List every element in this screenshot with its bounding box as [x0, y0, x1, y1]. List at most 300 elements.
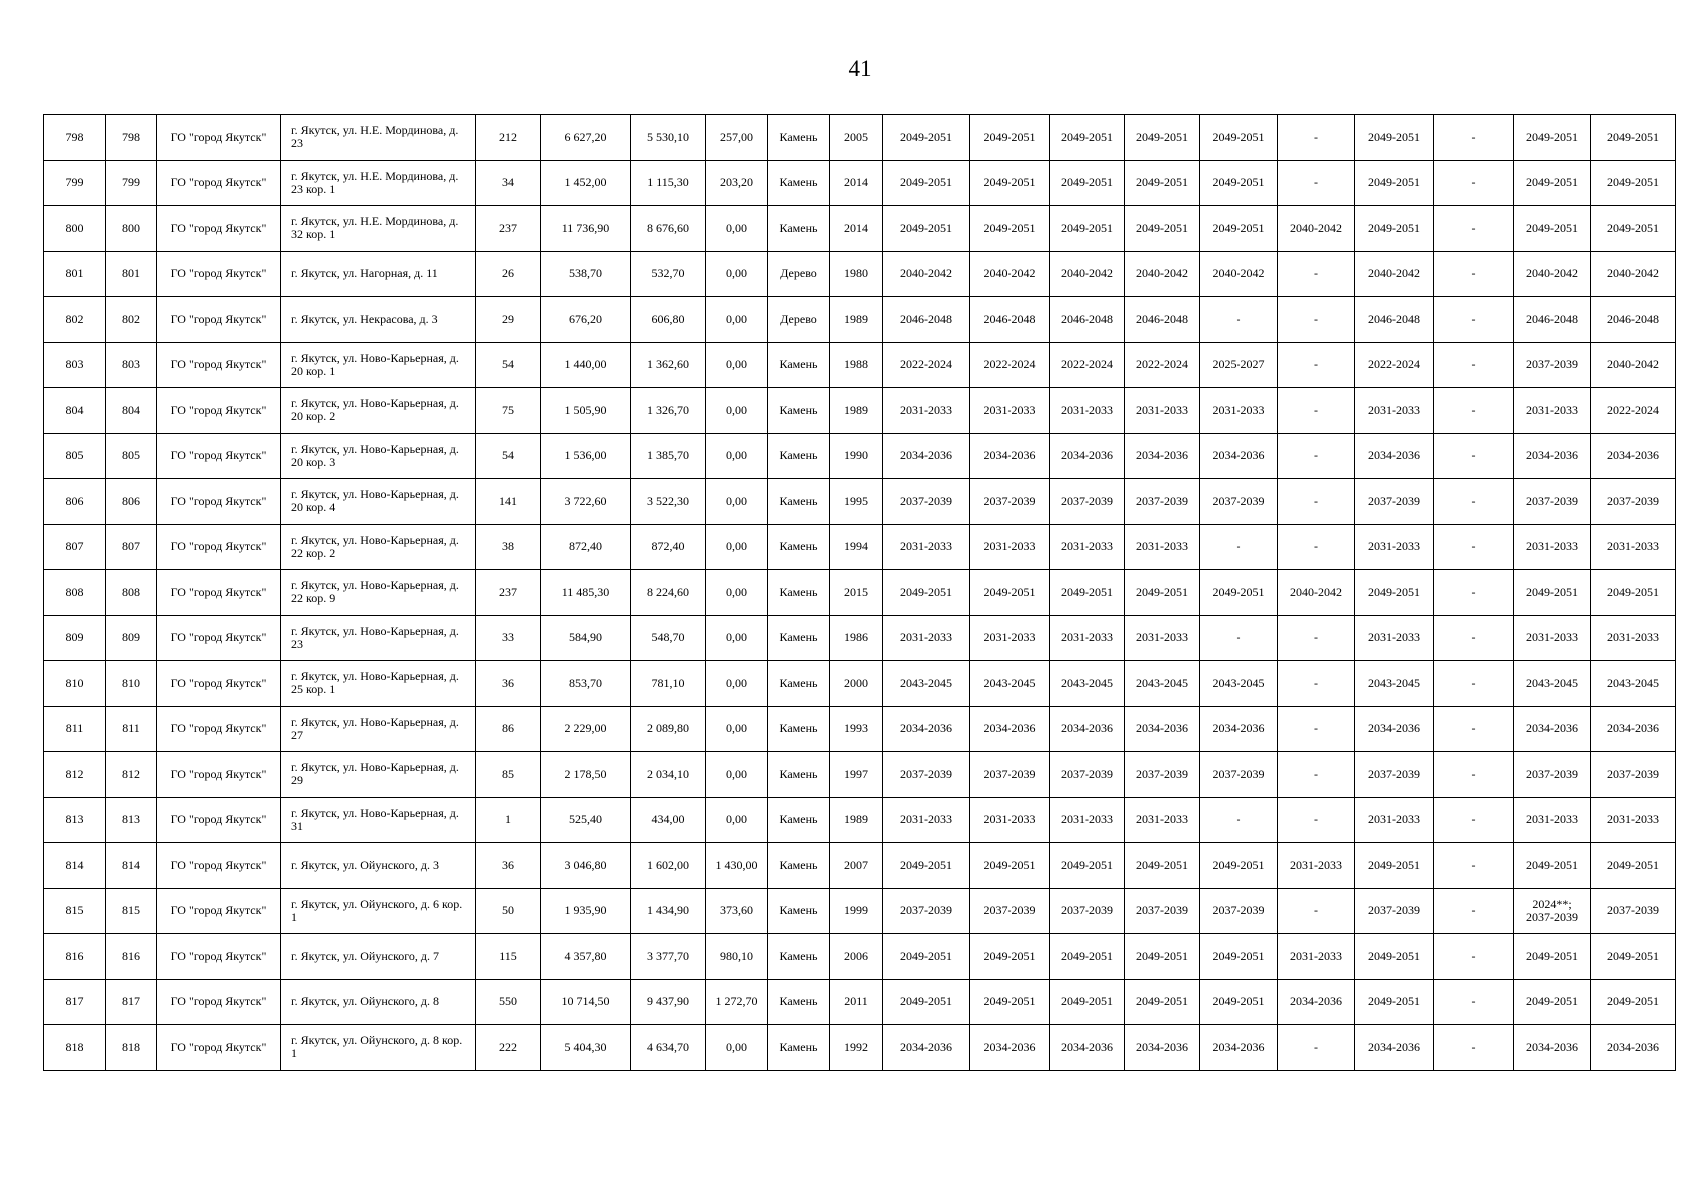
cell-total-area: 3 046,80	[541, 843, 631, 889]
cell-period-roof: 2031-2033	[883, 524, 970, 570]
cell-period-foundation: 2043-2045	[1050, 661, 1125, 707]
cell-residents-count: 85	[476, 752, 541, 798]
cell-nonresidential-area: 0,00	[706, 752, 768, 798]
cell-wall-material: Камень	[768, 524, 830, 570]
cell-commissioning-year: 1980	[830, 251, 883, 297]
cell-residential-area: 1 326,70	[631, 388, 706, 434]
cell-period-foundation: 2037-2039	[1050, 479, 1125, 525]
cell-nonresidential-area: 0,00	[706, 570, 768, 616]
cell-address: г. Якутск, ул. Ново-Карьерная, д. 22 кор. 2	[281, 524, 476, 570]
cell-period-facade: 2046-2048	[970, 297, 1050, 343]
cell-record-number: 818	[106, 1025, 157, 1071]
cell-row-number: 808	[44, 570, 106, 616]
cell-period-water-supply: 2049-2051	[1200, 115, 1278, 161]
cell-period-water-supply: 2037-2039	[1200, 888, 1278, 934]
cell-period-gas: -	[1434, 479, 1514, 525]
cell-record-number: 804	[106, 388, 157, 434]
cell-record-number: 799	[106, 160, 157, 206]
cell-period-hot-water: 2031-2033	[1591, 615, 1676, 661]
cell-residential-area: 548,70	[631, 615, 706, 661]
cell-residents-count: 34	[476, 160, 541, 206]
cell-period-sewerage: 2031-2033	[1514, 388, 1591, 434]
cell-commissioning-year: 1990	[830, 433, 883, 479]
cell-period-sewerage: 2046-2048	[1514, 297, 1591, 343]
cell-commissioning-year: 1986	[830, 615, 883, 661]
cell-wall-material: Камень	[768, 979, 830, 1025]
cell-period-elevator: -	[1278, 615, 1355, 661]
cell-row-number: 804	[44, 388, 106, 434]
cell-period-electricity: 2049-2051	[1355, 843, 1434, 889]
cell-commissioning-year: 2005	[830, 115, 883, 161]
cell-residents-count: 54	[476, 433, 541, 479]
cell-period-heating: 2049-2051	[1125, 979, 1200, 1025]
cell-nonresidential-area: 0,00	[706, 1025, 768, 1071]
cell-period-sewerage: 2037-2039	[1514, 342, 1591, 388]
table-row	[44, 752, 1676, 798]
cell-commissioning-year: 1989	[830, 797, 883, 843]
cell-municipality: ГО "город Якутск"	[157, 797, 281, 843]
cell-period-facade: 2037-2039	[970, 752, 1050, 798]
table-row	[44, 1025, 1676, 1071]
cell-address: г. Якутск, ул. Ново-Карьерная, д. 23	[281, 615, 476, 661]
cell-total-area: 872,40	[541, 524, 631, 570]
cell-period-roof: 2031-2033	[883, 615, 970, 661]
cell-residents-count: 237	[476, 206, 541, 252]
cell-residents-count: 36	[476, 843, 541, 889]
cell-period-water-supply: 2049-2051	[1200, 934, 1278, 980]
cell-municipality: ГО "город Якутск"	[157, 115, 281, 161]
cell-period-hot-water: 2040-2042	[1591, 251, 1676, 297]
cell-row-number: 803	[44, 342, 106, 388]
cell-period-foundation: 2022-2024	[1050, 342, 1125, 388]
cell-period-water-supply: -	[1200, 524, 1278, 570]
cell-period-elevator: 2034-2036	[1278, 979, 1355, 1025]
cell-wall-material: Камень	[768, 706, 830, 752]
table-row	[44, 934, 1676, 980]
table-row	[44, 479, 1676, 525]
cell-record-number: 811	[106, 706, 157, 752]
cell-period-sewerage: 2049-2051	[1514, 206, 1591, 252]
cell-row-number: 805	[44, 433, 106, 479]
cell-address: г. Якутск, ул. Ново-Карьерная, д. 20 кор. 4	[281, 479, 476, 525]
cell-period-roof: 2043-2045	[883, 661, 970, 707]
cell-wall-material: Камень	[768, 388, 830, 434]
cell-period-water-supply: -	[1200, 297, 1278, 343]
cell-period-water-supply: 2049-2051	[1200, 843, 1278, 889]
cell-period-electricity: 2037-2039	[1355, 752, 1434, 798]
cell-period-foundation: 2034-2036	[1050, 1025, 1125, 1071]
cell-period-sewerage: 2043-2045	[1514, 661, 1591, 707]
cell-period-water-supply: -	[1200, 615, 1278, 661]
cell-wall-material: Камень	[768, 888, 830, 934]
cell-period-water-supply: 2031-2033	[1200, 388, 1278, 434]
cell-period-elevator: 2040-2042	[1278, 570, 1355, 616]
cell-period-facade: 2049-2051	[970, 206, 1050, 252]
cell-period-water-supply: 2040-2042	[1200, 251, 1278, 297]
cell-record-number: 798	[106, 115, 157, 161]
cell-period-electricity: 2049-2051	[1355, 934, 1434, 980]
cell-record-number: 802	[106, 297, 157, 343]
cell-period-electricity: 2049-2051	[1355, 115, 1434, 161]
cell-period-roof: 2049-2051	[883, 115, 970, 161]
cell-period-water-supply: 2025-2027	[1200, 342, 1278, 388]
cell-municipality: ГО "город Якутск"	[157, 479, 281, 525]
cell-wall-material: Камень	[768, 433, 830, 479]
cell-period-foundation: 2034-2036	[1050, 433, 1125, 479]
cell-wall-material: Камень	[768, 615, 830, 661]
cell-period-sewerage: 2031-2033	[1514, 524, 1591, 570]
cell-residential-area: 8 676,60	[631, 206, 706, 252]
cell-period-heating: 2049-2051	[1125, 160, 1200, 206]
cell-period-sewerage: 2049-2051	[1514, 843, 1591, 889]
cell-period-elevator: -	[1278, 479, 1355, 525]
cell-period-hot-water: 2049-2051	[1591, 979, 1676, 1025]
cell-residential-area: 5 530,10	[631, 115, 706, 161]
cell-record-number: 813	[106, 797, 157, 843]
cell-period-sewerage: 2049-2051	[1514, 570, 1591, 616]
cell-period-hot-water: 2034-2036	[1591, 1025, 1676, 1071]
cell-residential-area: 8 224,60	[631, 570, 706, 616]
page-number: 41	[848, 56, 872, 81]
cell-nonresidential-area: 980,10	[706, 934, 768, 980]
cell-record-number: 817	[106, 979, 157, 1025]
cell-municipality: ГО "город Якутск"	[157, 342, 281, 388]
cell-row-number: 818	[44, 1025, 106, 1071]
cell-total-area: 538,70	[541, 251, 631, 297]
cell-total-area: 2 178,50	[541, 752, 631, 798]
cell-address: г. Якутск, ул. Н.Е. Мординова, д. 23 кор. 1	[281, 160, 476, 206]
cell-commissioning-year: 2000	[830, 661, 883, 707]
cell-commissioning-year: 2015	[830, 570, 883, 616]
cell-period-hot-water: 2037-2039	[1591, 888, 1676, 934]
cell-period-roof: 2037-2039	[883, 888, 970, 934]
cell-period-water-supply: 2034-2036	[1200, 706, 1278, 752]
cell-period-heating: 2043-2045	[1125, 661, 1200, 707]
cell-address: г. Якутск, ул. Ново-Карьерная, д. 20 кор. 1	[281, 342, 476, 388]
cell-wall-material: Камень	[768, 797, 830, 843]
cell-total-area: 4 357,80	[541, 934, 631, 980]
cell-address: г. Якутск, ул. Ново-Карьерная, д. 29	[281, 752, 476, 798]
cell-period-foundation: 2037-2039	[1050, 888, 1125, 934]
cell-period-water-supply: 2037-2039	[1200, 479, 1278, 525]
cell-period-gas: -	[1434, 752, 1514, 798]
table-row	[44, 342, 1676, 388]
cell-nonresidential-area: 0,00	[706, 433, 768, 479]
cell-period-hot-water: 2037-2039	[1591, 752, 1676, 798]
cell-period-gas: -	[1434, 979, 1514, 1025]
cell-period-heating: 2031-2033	[1125, 524, 1200, 570]
cell-period-elevator: -	[1278, 797, 1355, 843]
cell-residential-area: 1 385,70	[631, 433, 706, 479]
cell-period-roof: 2037-2039	[883, 752, 970, 798]
cell-row-number: 801	[44, 251, 106, 297]
cell-period-gas: -	[1434, 251, 1514, 297]
cell-period-hot-water: 2022-2024	[1591, 388, 1676, 434]
cell-period-heating: 2049-2051	[1125, 570, 1200, 616]
cell-period-foundation: 2049-2051	[1050, 115, 1125, 161]
cell-nonresidential-area: 0,00	[706, 661, 768, 707]
cell-period-facade: 2049-2051	[970, 979, 1050, 1025]
cell-address: г. Якутск, ул. Ново-Карьерная, д. 25 кор. 1	[281, 661, 476, 707]
cell-residents-count: 237	[476, 570, 541, 616]
cell-period-heating: 2031-2033	[1125, 388, 1200, 434]
cell-period-facade: 2049-2051	[970, 570, 1050, 616]
cell-period-sewerage: 2049-2051	[1514, 934, 1591, 980]
cell-wall-material: Камень	[768, 934, 830, 980]
cell-period-hot-water: 2040-2042	[1591, 342, 1676, 388]
cell-period-water-supply: 2049-2051	[1200, 979, 1278, 1025]
cell-nonresidential-area: 0,00	[706, 479, 768, 525]
cell-municipality: ГО "город Якутск"	[157, 524, 281, 570]
cell-period-water-supply: -	[1200, 797, 1278, 843]
table-row	[44, 661, 1676, 707]
cell-residential-area: 1 434,90	[631, 888, 706, 934]
cell-period-roof: 2049-2051	[883, 979, 970, 1025]
cell-period-facade: 2031-2033	[970, 615, 1050, 661]
cell-period-roof: 2046-2048	[883, 297, 970, 343]
cell-municipality: ГО "город Якутск"	[157, 843, 281, 889]
cell-row-number: 813	[44, 797, 106, 843]
cell-period-hot-water: 2043-2045	[1591, 661, 1676, 707]
cell-period-sewerage: 2040-2042	[1514, 251, 1591, 297]
cell-residents-count: 222	[476, 1025, 541, 1071]
cell-residential-area: 872,40	[631, 524, 706, 570]
cell-period-foundation: 2040-2042	[1050, 251, 1125, 297]
cell-municipality: ГО "город Якутск"	[157, 979, 281, 1025]
cell-period-hot-water: 2034-2036	[1591, 706, 1676, 752]
cell-total-area: 10 714,50	[541, 979, 631, 1025]
cell-address: г. Якутск, ул. Ново-Карьерная, д. 27	[281, 706, 476, 752]
cell-period-elevator: -	[1278, 297, 1355, 343]
cell-total-area: 11 736,90	[541, 206, 631, 252]
cell-period-water-supply: 2049-2051	[1200, 206, 1278, 252]
table-row	[44, 251, 1676, 297]
cell-period-foundation: 2049-2051	[1050, 570, 1125, 616]
cell-period-elevator: -	[1278, 388, 1355, 434]
cell-period-sewerage: 2034-2036	[1514, 433, 1591, 479]
cell-commissioning-year: 1989	[830, 388, 883, 434]
cell-period-elevator: 2031-2033	[1278, 934, 1355, 980]
cell-period-foundation: 2049-2051	[1050, 934, 1125, 980]
cell-period-roof: 2037-2039	[883, 479, 970, 525]
table-row	[44, 797, 1676, 843]
cell-residents-count: 115	[476, 934, 541, 980]
cell-period-foundation: 2031-2033	[1050, 797, 1125, 843]
cell-period-foundation: 2049-2051	[1050, 979, 1125, 1025]
cell-period-water-supply: 2034-2036	[1200, 1025, 1278, 1071]
cell-wall-material: Камень	[768, 479, 830, 525]
cell-nonresidential-area: 0,00	[706, 524, 768, 570]
cell-municipality: ГО "город Якутск"	[157, 251, 281, 297]
cell-wall-material: Камень	[768, 752, 830, 798]
cell-period-gas: -	[1434, 524, 1514, 570]
cell-nonresidential-area: 257,00	[706, 115, 768, 161]
cell-period-foundation: 2049-2051	[1050, 160, 1125, 206]
cell-wall-material: Дерево	[768, 297, 830, 343]
cell-period-roof: 2049-2051	[883, 570, 970, 616]
cell-period-elevator: -	[1278, 661, 1355, 707]
cell-period-hot-water: 2031-2033	[1591, 524, 1676, 570]
table-row	[44, 297, 1676, 343]
cell-period-gas: -	[1434, 570, 1514, 616]
cell-period-sewerage: 2049-2051	[1514, 160, 1591, 206]
cell-nonresidential-area: 0,00	[706, 251, 768, 297]
cell-municipality: ГО "город Якутск"	[157, 433, 281, 479]
cell-period-gas: -	[1434, 934, 1514, 980]
cell-address: г. Якутск, ул. Ойунского, д. 3	[281, 843, 476, 889]
cell-period-facade: 2022-2024	[970, 342, 1050, 388]
cell-commissioning-year: 1994	[830, 524, 883, 570]
table-row	[44, 524, 1676, 570]
cell-period-electricity: 2034-2036	[1355, 1025, 1434, 1071]
cell-period-facade: 2034-2036	[970, 706, 1050, 752]
table-row	[44, 706, 1676, 752]
cell-period-heating: 2022-2024	[1125, 342, 1200, 388]
cell-period-facade: 2049-2051	[970, 115, 1050, 161]
cell-period-roof: 2049-2051	[883, 934, 970, 980]
cell-period-hot-water: 2034-2036	[1591, 433, 1676, 479]
cell-period-water-supply: 2034-2036	[1200, 433, 1278, 479]
cell-period-electricity: 2031-2033	[1355, 388, 1434, 434]
cell-residents-count: 38	[476, 524, 541, 570]
cell-period-water-supply: 2043-2045	[1200, 661, 1278, 707]
cell-commissioning-year: 1993	[830, 706, 883, 752]
cell-period-foundation: 2037-2039	[1050, 752, 1125, 798]
cell-period-sewerage: 2049-2051	[1514, 115, 1591, 161]
cell-record-number: 815	[106, 888, 157, 934]
cell-residential-area: 2 034,10	[631, 752, 706, 798]
cell-period-hot-water: 2037-2039	[1591, 479, 1676, 525]
cell-residents-count: 50	[476, 888, 541, 934]
cell-period-elevator: -	[1278, 433, 1355, 479]
table-row	[44, 115, 1676, 161]
cell-nonresidential-area: 0,00	[706, 797, 768, 843]
cell-commissioning-year: 2011	[830, 979, 883, 1025]
cell-period-heating: 2031-2033	[1125, 797, 1200, 843]
cell-record-number: 806	[106, 479, 157, 525]
cell-period-heating: 2046-2048	[1125, 297, 1200, 343]
cell-address: г. Якутск, ул. Ойунского, д. 6 кор. 1	[281, 888, 476, 934]
cell-period-gas: -	[1434, 888, 1514, 934]
cell-period-foundation: 2049-2051	[1050, 206, 1125, 252]
cell-residents-count: 550	[476, 979, 541, 1025]
cell-residential-area: 2 089,80	[631, 706, 706, 752]
cell-municipality: ГО "город Якутск"	[157, 706, 281, 752]
cell-period-sewerage: 2031-2033	[1514, 797, 1591, 843]
cell-address: г. Якутск, ул. Ойунского, д. 8 кор. 1	[281, 1025, 476, 1071]
cell-commissioning-year: 2014	[830, 160, 883, 206]
cell-period-electricity: 2037-2039	[1355, 479, 1434, 525]
cell-municipality: ГО "город Якутск"	[157, 206, 281, 252]
cell-period-roof: 2040-2042	[883, 251, 970, 297]
cell-period-electricity: 2049-2051	[1355, 570, 1434, 616]
cell-period-roof: 2034-2036	[883, 433, 970, 479]
cell-row-number: 798	[44, 115, 106, 161]
cell-period-gas: -	[1434, 797, 1514, 843]
cell-period-electricity: 2034-2036	[1355, 433, 1434, 479]
cell-residents-count: 26	[476, 251, 541, 297]
cell-period-gas: -	[1434, 706, 1514, 752]
cell-period-elevator: -	[1278, 524, 1355, 570]
cell-period-facade: 2037-2039	[970, 479, 1050, 525]
table-row	[44, 388, 1676, 434]
cell-row-number: 817	[44, 979, 106, 1025]
cell-period-hot-water: 2049-2051	[1591, 570, 1676, 616]
cell-period-electricity: 2040-2042	[1355, 251, 1434, 297]
cell-residents-count: 212	[476, 115, 541, 161]
cell-period-heating: 2034-2036	[1125, 1025, 1200, 1071]
cell-residents-count: 54	[476, 342, 541, 388]
cell-period-hot-water: 2049-2051	[1591, 934, 1676, 980]
cell-municipality: ГО "город Якутск"	[157, 1025, 281, 1071]
cell-address: г. Якутск, ул. Ново-Карьерная, д. 20 кор. 2	[281, 388, 476, 434]
cell-period-facade: 2043-2045	[970, 661, 1050, 707]
cell-period-hot-water: 2049-2051	[1591, 160, 1676, 206]
cell-total-area: 1 452,00	[541, 160, 631, 206]
cell-period-electricity: 2031-2033	[1355, 797, 1434, 843]
cell-period-water-supply: 2049-2051	[1200, 160, 1278, 206]
cell-period-roof: 2049-2051	[883, 206, 970, 252]
cell-row-number: 811	[44, 706, 106, 752]
cell-residents-count: 36	[476, 661, 541, 707]
cell-period-electricity: 2046-2048	[1355, 297, 1434, 343]
cell-address: г. Якутск, ул. Некрасова, д. 3	[281, 297, 476, 343]
cell-period-gas: -	[1434, 615, 1514, 661]
cell-commissioning-year: 1992	[830, 1025, 883, 1071]
cell-address: г. Якутск, ул. Ойунского, д. 8	[281, 979, 476, 1025]
cell-period-roof: 2049-2051	[883, 160, 970, 206]
cell-nonresidential-area: 203,20	[706, 160, 768, 206]
cell-record-number: 810	[106, 661, 157, 707]
cell-municipality: ГО "город Якутск"	[157, 160, 281, 206]
cell-total-area: 1 505,90	[541, 388, 631, 434]
cell-residential-area: 434,00	[631, 797, 706, 843]
cell-residents-count: 141	[476, 479, 541, 525]
cell-period-heating: 2049-2051	[1125, 206, 1200, 252]
cell-period-hot-water: 2031-2033	[1591, 797, 1676, 843]
cell-period-heating: 2037-2039	[1125, 752, 1200, 798]
cell-period-heating: 2031-2033	[1125, 615, 1200, 661]
cell-residential-area: 9 437,90	[631, 979, 706, 1025]
cell-residential-area: 3 377,70	[631, 934, 706, 980]
cell-municipality: ГО "город Якутск"	[157, 615, 281, 661]
cell-period-gas: -	[1434, 206, 1514, 252]
housing-registry-table	[43, 114, 1676, 1071]
cell-municipality: ГО "город Якутск"	[157, 888, 281, 934]
cell-residents-count: 1	[476, 797, 541, 843]
cell-period-elevator: -	[1278, 706, 1355, 752]
cell-commissioning-year: 1999	[830, 888, 883, 934]
cell-record-number: 800	[106, 206, 157, 252]
cell-record-number: 816	[106, 934, 157, 980]
cell-period-facade: 2031-2033	[970, 797, 1050, 843]
cell-row-number: 809	[44, 615, 106, 661]
cell-record-number: 803	[106, 342, 157, 388]
cell-total-area: 1 536,00	[541, 433, 631, 479]
cell-wall-material: Дерево	[768, 251, 830, 297]
cell-commissioning-year: 2006	[830, 934, 883, 980]
cell-nonresidential-area: 0,00	[706, 206, 768, 252]
cell-period-elevator: -	[1278, 888, 1355, 934]
cell-row-number: 814	[44, 843, 106, 889]
cell-period-heating: 2034-2036	[1125, 706, 1200, 752]
cell-period-gas: -	[1434, 1025, 1514, 1071]
cell-period-foundation: 2046-2048	[1050, 297, 1125, 343]
cell-commissioning-year: 1988	[830, 342, 883, 388]
cell-period-foundation: 2034-2036	[1050, 706, 1125, 752]
cell-wall-material: Камень	[768, 1025, 830, 1071]
table-row	[44, 433, 1676, 479]
